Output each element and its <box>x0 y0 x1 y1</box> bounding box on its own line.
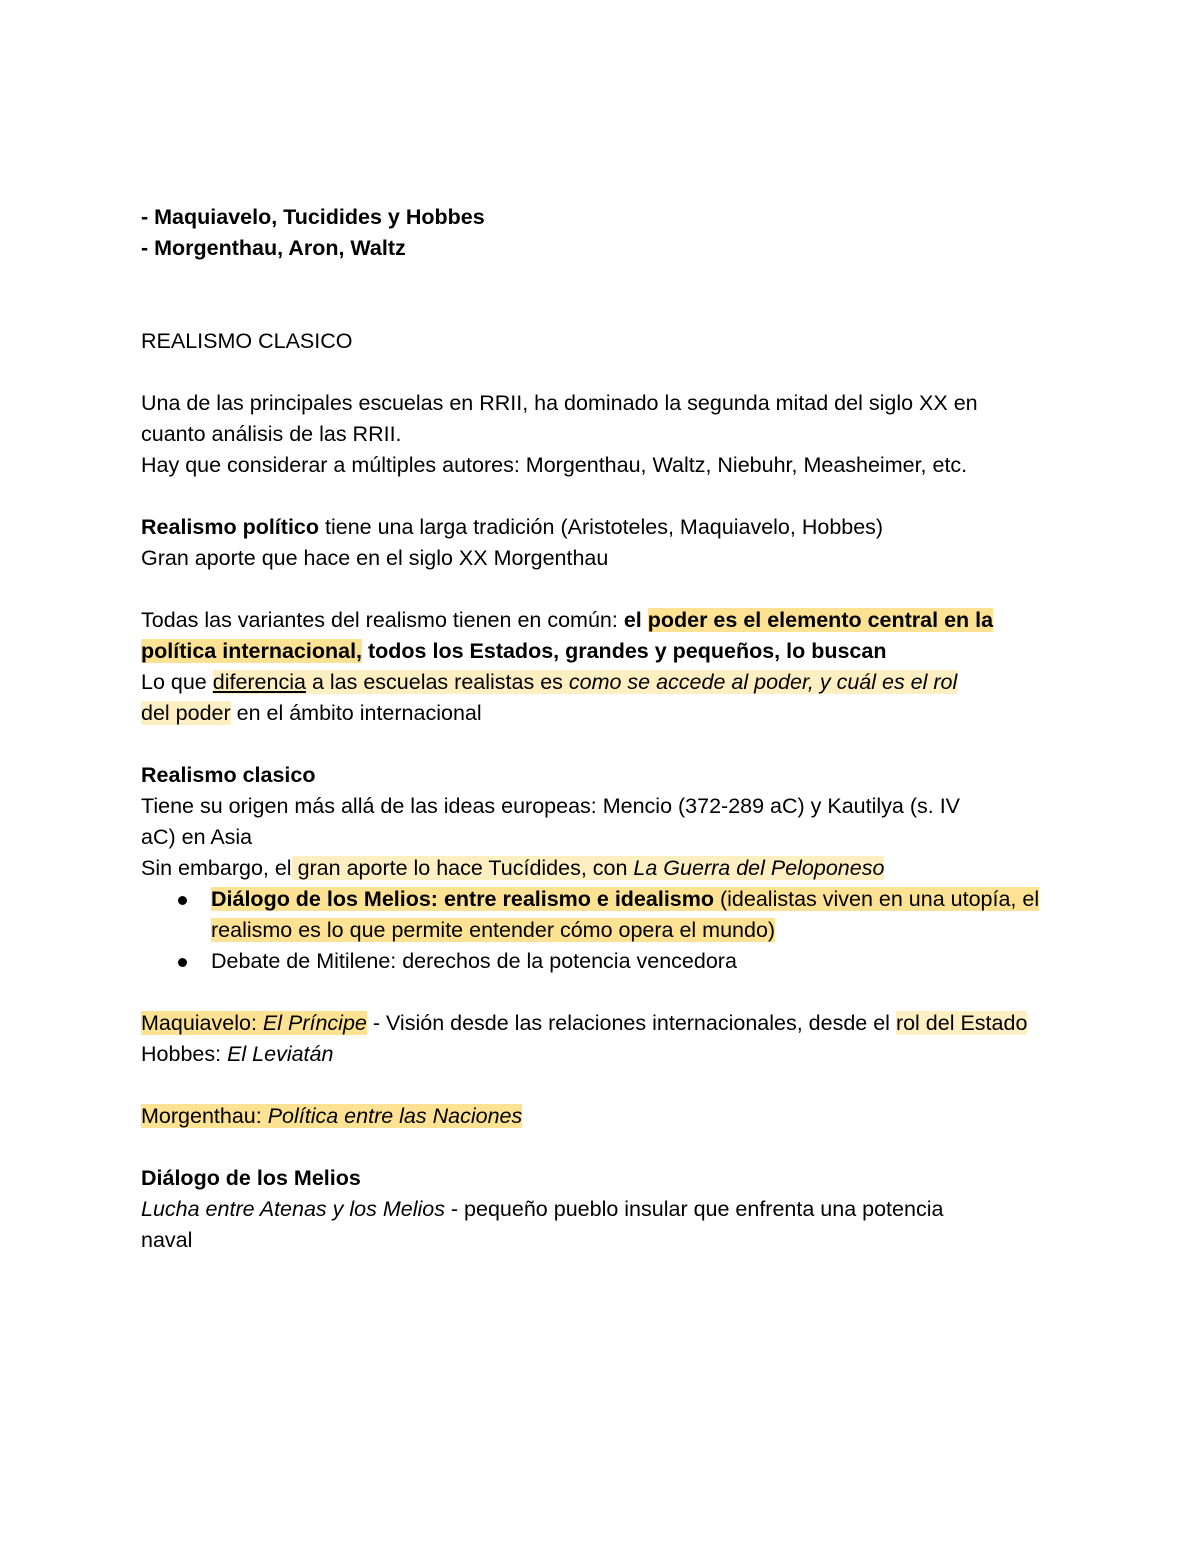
diferencia-underlined: diferencia <box>212 670 306 694</box>
politica-entre-naciones: Política entre las Naciones <box>267 1104 523 1128</box>
variantes-paragraph: Todas las variantes del realismo tienen en común: el poder es el elemento central en la política internacional, todos los Estados, grandes y pequeños, lo buscan <box>141 608 994 663</box>
list-item: Diálogo de los Melios: entre realismo e idealismo (idealistas viven en una utopía, el realismo es lo que permite entender cómo opera el mundo) <box>211 884 1071 946</box>
diferencia-paragraph: Lo que diferencia a las escuelas realistas es como se accede al poder, y cuál es el rol del poder en el ámbito internacional <box>141 670 958 725</box>
morgenthau-aporte-line: Gran aporte que hace en el siglo XX Morgenthau <box>141 546 609 570</box>
el-principe: El Príncipe <box>262 1011 367 1035</box>
morgenthau-line: Morgenthau: Política entre las Naciones <box>141 1104 523 1128</box>
authors-line-2: - Morgenthau, Aron, Waltz <box>141 236 406 260</box>
highlight-poder: poder es el elemento central en la política internacional, <box>141 608 994 663</box>
realismo-politico-term: Realismo político <box>141 515 320 539</box>
hobbes-line: Hobbes: El Leviatán <box>141 1042 334 1066</box>
tucidides-line: Sin embargo, el gran aporte lo hace Tucídides, con La Guerra del Peloponeso <box>141 856 885 880</box>
intro-paragraph-line-2: cuanto análisis de las RRII. <box>141 422 402 446</box>
intro-authors-paragraph: Hay que considerar a múltiples autores: Morgenthau, Waltz, Niebuhr, Measheimer, etc. <box>141 453 968 477</box>
bullet-icon <box>178 896 187 905</box>
origen-line-2: aC) en Asia <box>141 825 253 849</box>
document-page <box>141 202 1071 1256</box>
origen-line-1: Tiene su origen más allá de las ideas europeas: Mencio (372-289 aC) y Kautilya (s. IV <box>141 794 961 818</box>
intro-paragraph-line-1: Una de las principales escuelas en RRII, ha dominado la segunda mitad del siglo XX en <box>141 391 978 415</box>
maquiavelo-line: Maquiavelo: El Príncipe - Visión desde las relaciones internacionales, desde el rol del Estado <box>141 1011 1028 1035</box>
realismo-politico-paragraph: Realismo político tiene una larga tradición (Aristoteles, Maquiavelo, Hobbes) <box>141 515 884 539</box>
list-item: Debate de Mitilene: derechos de la potencia vencedora <box>211 946 1071 977</box>
realismo-clasico-heading: Realismo clasico <box>141 763 316 787</box>
guerra-peloponeso: La Guerra del Peloponeso <box>633 856 885 880</box>
melios-line-1: Lucha entre Atenas y los Melios - pequeño pueblo insular que enfrenta una potencia <box>141 1197 944 1221</box>
section-title: REALISMO CLASICO <box>141 329 353 353</box>
el-leviatan: El Leviatán <box>227 1042 334 1066</box>
bullet-icon <box>178 958 187 967</box>
dialogo-melios-heading: Diálogo de los Melios <box>141 1166 361 1190</box>
bullet-list <box>141 884 1071 977</box>
melios-line-2: naval <box>141 1228 193 1252</box>
authors-line-1: - Maquiavelo, Tucidides y Hobbes <box>141 205 485 229</box>
